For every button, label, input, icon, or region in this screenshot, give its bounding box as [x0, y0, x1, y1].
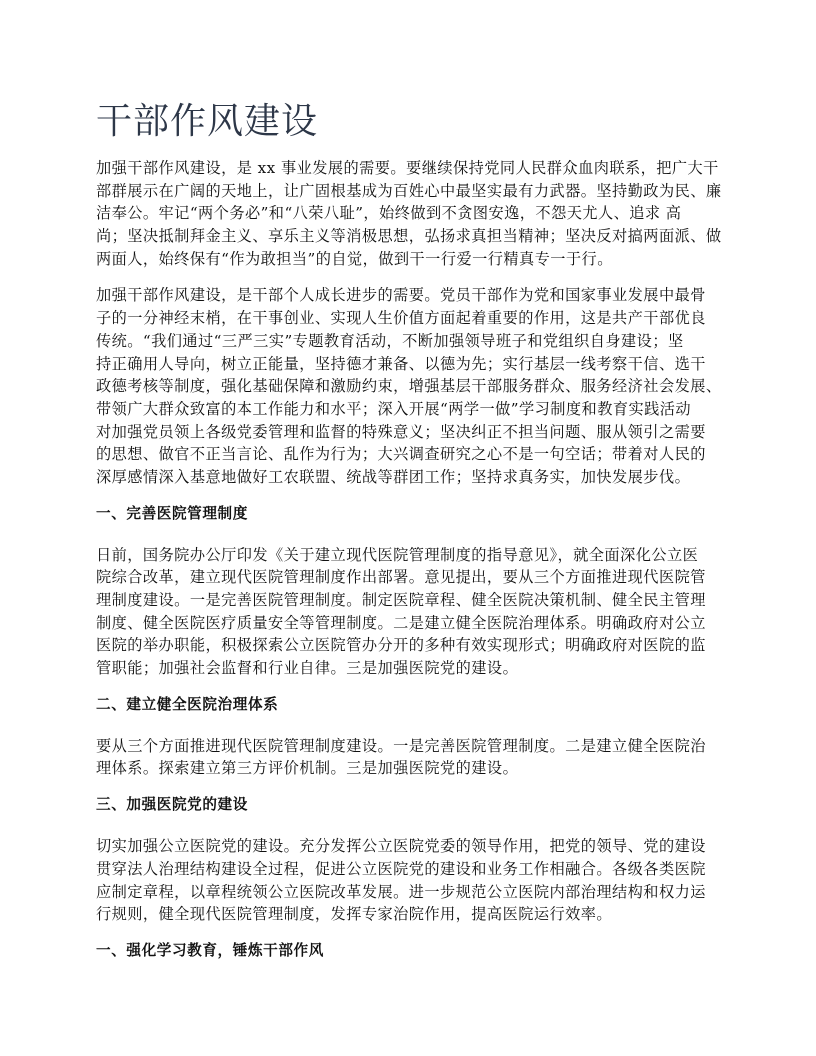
paragraph-line: 部群展示在广阔的天地上，让广固根基成为百姓心中最坚实最有力武器。坚持勤政为民、廉: [96, 181, 722, 200]
paragraph-line: 医院的举办职能，积极探索公立医院管办分开的多种有效实现形式；明确政府对医院的监: [96, 636, 706, 655]
section-heading: 一、强化学习教育，锤炼干部作风: [96, 941, 324, 959]
paragraph: [96, 284, 726, 488]
paragraph: [96, 835, 726, 926]
paragraph-line: 理体系。探索建立第三方评价机制。三是加强医院党的建设。: [96, 759, 519, 778]
paragraph-line: 持正确用人导向，树立正能量，坚持德才兼备、以德为先；实行基层一线考察干信、选干: [96, 354, 706, 373]
paragraph-line: 对加强党员领上各级党委管理和监督的特殊意义；坚决纠正不担当问题、服从领引之需要: [96, 422, 706, 441]
paragraph-line: 制度、健全医院医疗质量安全等管理制度。二是建立健全医院治理体系。明确政府对公立: [96, 613, 706, 632]
paragraph-line: 应制定章程，以章程统领公立医院改革发展。进一步规范公立医院内部治理结构和权力运: [96, 882, 706, 901]
paragraph-line: 要从三个方面推进现代医院管理制度建设。一是完善医院管理制度。二是建立健全医院治: [96, 736, 706, 755]
section-heading: 一、完善医院管理制度: [96, 504, 248, 522]
document-body: [96, 157, 726, 962]
paragraph-line: 切实加强公立医院党的建设。充分发挥公立医院党委的领导作用，把党的领导、党的建设: [96, 837, 706, 856]
paragraph-line: 加强干部作风建设，是干部个人成长进步的需要。党员干部作为党和国家事业发展中最骨: [96, 286, 706, 305]
paragraph-line: 贯穿法人治理结构建设全过程，促进公立医院党的建设和业务工作相融合。各级各类医院: [96, 859, 706, 878]
paragraph-line: 管职能；加强社会监督和行业自律。三是加强医院党的建设。: [96, 659, 519, 678]
paragraph-line: 理制度建设。一是完善医院管理制度。制定医院章程、健全医院决策机制、健全民主管理: [96, 591, 706, 609]
paragraph-line: 洁奉公。牢记“两个务必”和“八荣八耻”，始终做到不贪图安逸，不怨天尤人、追求 高: [96, 204, 682, 223]
paragraph-line: 的思想、做官不正当言论、乱作为行为；大兴调查研究之心不是一句空话；带着对人民的: [96, 445, 706, 464]
paragraph: [96, 735, 726, 780]
document-page: [96, 94, 726, 981]
paragraph-line: 院综合改革，建立现代医院管理制度作出部署。意见提出，要从三个方面推进现代医院管: [96, 568, 706, 587]
paragraph-line: 带领广大群众致富的本工作能力和水平；深入开展“两学一做”学习制度和教育实践活动: [96, 399, 692, 418]
paragraph-line: 子的一分神经末梢，在干事创业、实现人生价值方面起着重要的作用，这是共产干部优良: [96, 309, 706, 328]
section-heading: 二、建立健全医院治理体系: [96, 695, 279, 713]
paragraph-line: 加强干部作风建设，是 xx 事业发展的需要。要继续保持党同人民群众血肉联系，把广大干: [96, 159, 719, 177]
paragraph: [96, 544, 726, 680]
paragraph-line: 政德考核等制度，强化基础保障和激励约束，增强基层干部服务群众、服务经济社会发展、: [96, 377, 722, 396]
paragraph-line: 尚；坚决抵制拜金主义、享乐主义等消极思想，弘扬求真担当精神；坚决反对搞两面派、做: [96, 227, 722, 246]
section-heading: 三、加强医院党的建设: [96, 796, 248, 814]
paragraph: [96, 157, 726, 270]
paragraph-line: 深厚感情深入基意地做好工农联盟、统战等群团工作；坚持求真务实，加快发展步伐。: [96, 467, 691, 486]
paragraph-line: 两面人，始终保有“作为敢担当”的自觉，做到干一行爱一行精真专一于行。: [96, 249, 613, 268]
paragraph-line: 日前，国务院办公厅印发《关于建立现代医院管理制度的指导意见》，就全面深化公立医: [96, 545, 699, 564]
document-title: 干部作风建设: [96, 101, 319, 142]
paragraph-line: 传统。“我们通过“三严三实”专题教育活动，不断加强领导班子和党组织自身建设；坚: [96, 331, 684, 350]
paragraph-line: 行规则，健全现代医院管理制度，发挥专家治院作用，提高医院运行效率。: [96, 905, 613, 924]
